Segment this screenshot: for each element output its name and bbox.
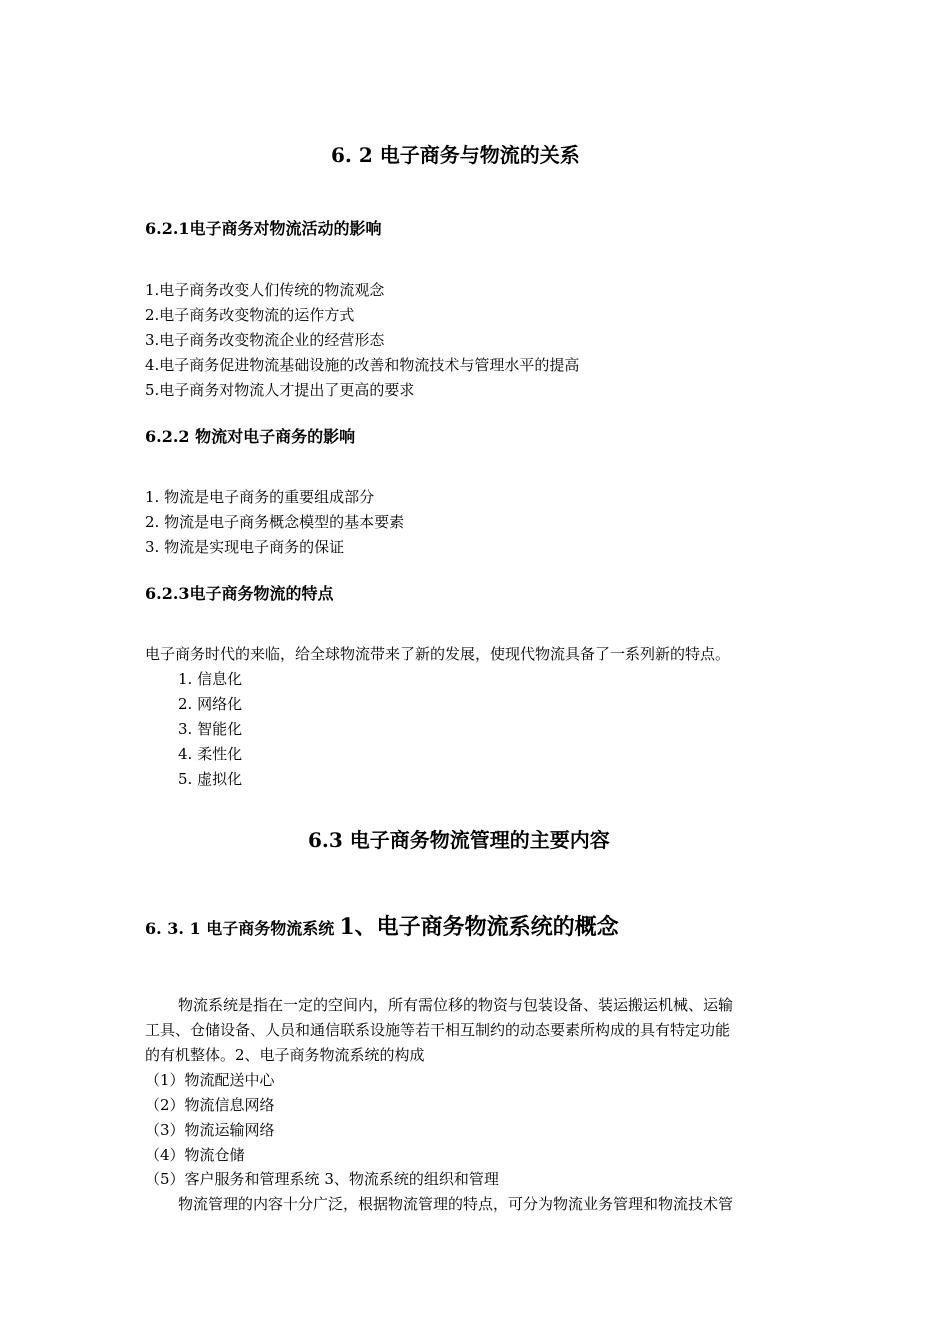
list-item: 3. 物流是实现电子商务的保证: [145, 538, 345, 556]
paragraph-line: 的有机整体。2、电子商务物流系统的构成: [145, 1046, 425, 1064]
section-title-6-3: 6.3 电子商务物流管理的主要内容: [308, 828, 610, 852]
list-item: 2. 物流是电子商务概念模型的基本要素: [145, 513, 405, 531]
heading-6-3-1-concept: 1、电子商务物流系统的概念: [339, 914, 619, 940]
paragraph: 电子商务时代的来临，给全球物流带来了新的发展，使现代物流具备了一系列新的特点。: [145, 645, 731, 663]
list-item: 4. 柔性化: [178, 745, 243, 763]
list-item: 2. 网络化: [178, 695, 243, 713]
paragraph-line: 物流管理的内容十分广泛，根据物流管理的特点，可分为物流业务管理和物流技术管: [178, 1195, 734, 1213]
list-item: （1）物流配送中心: [145, 1071, 275, 1089]
heading-6-2-2: 6.2.2 物流对电子商务的影响: [145, 427, 356, 446]
list-item: （2）物流信息网络: [145, 1096, 275, 1114]
list-item: （5）客户服务和管理系统 3、物流系统的组织和管理: [145, 1170, 499, 1188]
list-item: 4.电子商务促进物流基础设施的改善和物流技术与管理水平的提高: [145, 356, 580, 374]
list-item: 1. 物流是电子商务的重要组成部分: [145, 488, 375, 506]
heading-6-2-3: 6.2.3电子商务物流的特点: [145, 584, 334, 603]
list-item: 5. 虚拟化: [178, 770, 243, 788]
list-item: 3. 智能化: [178, 720, 243, 738]
paragraph-line: 物流系统是指在一定的空间内，所有需位移的物资与包装设备、装运搬运机械、运输: [178, 996, 734, 1014]
section-title-6-2: 6. 2 电子商务与物流的关系: [331, 143, 580, 167]
list-item: 1. 信息化: [178, 670, 243, 688]
paragraph-line: 工具、仓储设备、人员和通信联系设施等若干相互制约的动态要素所构成的具有特定功能: [145, 1021, 731, 1039]
heading-6-3-1: [145, 910, 619, 941]
list-item: 3.电子商务改变物流企业的经营形态: [145, 331, 385, 349]
list-item: 2.电子商务改变物流的运作方式: [145, 306, 355, 324]
list-item: （3）物流运输网络: [145, 1121, 275, 1139]
list-item: 5.电子商务对物流人才提出了更高的要求: [145, 381, 415, 399]
heading-6-2-1: 6.2.1电子商务对物流活动的影响: [145, 219, 382, 238]
list-item: 1.电子商务改变人们传统的物流观念: [145, 281, 385, 299]
heading-6-3-1-label: 6. 3. 1 电子商务物流系统: [145, 919, 335, 938]
list-item: （4）物流仓储: [145, 1146, 245, 1164]
